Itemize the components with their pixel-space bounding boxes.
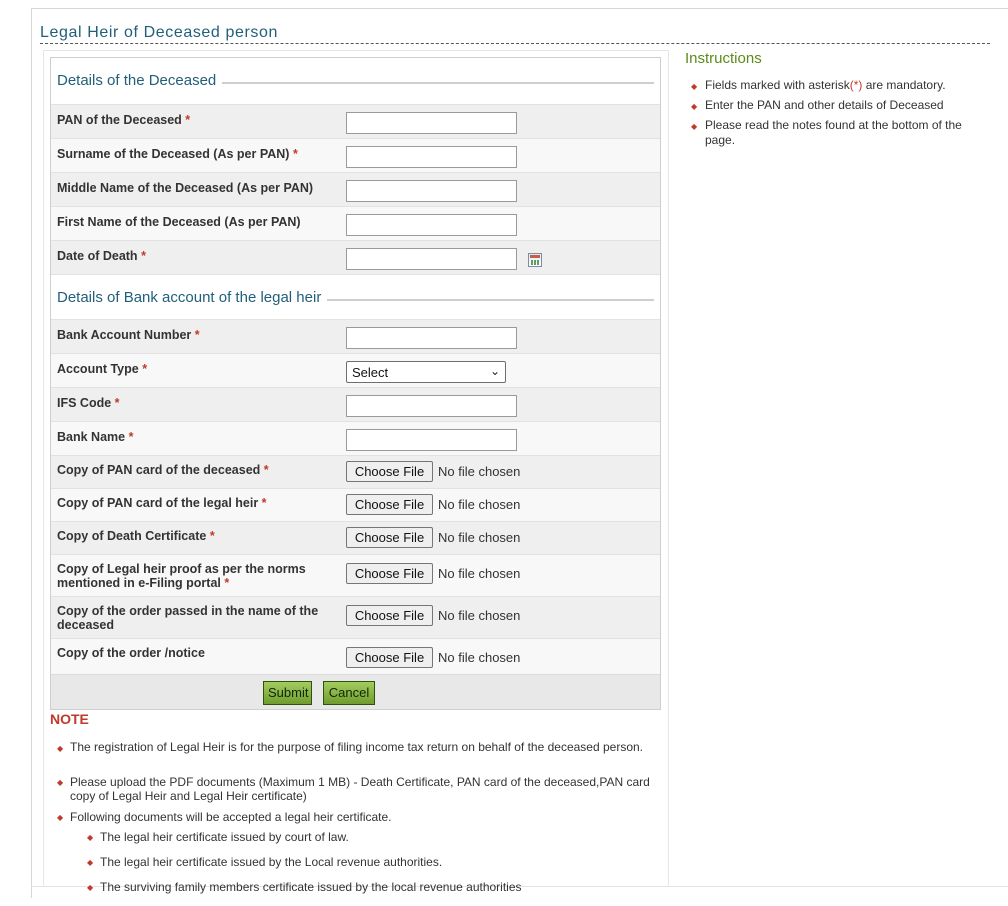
order-in-name-file-status: No file chosen <box>438 608 521 623</box>
pan-label: PAN of the Deceased * <box>57 113 191 127</box>
middle-name-input[interactable] <box>346 180 517 202</box>
death-certificate-label: Copy of Death Certificate * <box>57 529 215 543</box>
first-name-label: First Name of the Deceased (As per PAN) <box>57 215 301 229</box>
bullet-icon: ◆ <box>57 813 64 822</box>
section-bank-title: Details of Bank account of the legal heir <box>57 289 327 306</box>
surname-input[interactable] <box>346 146 517 168</box>
note-sub-item: The legal heir certificate issued by the Local revenue authorities. <box>100 855 443 869</box>
pan-heir-file-status: No file chosen <box>438 497 521 512</box>
ifs-code-input[interactable] <box>346 395 517 417</box>
note-sub-item: The legal heir certificate issued by court of law. <box>100 830 349 844</box>
submit-button[interactable]: Submit <box>263 681 312 705</box>
calendar-icon[interactable] <box>528 253 542 267</box>
row-pan-heir-copy <box>51 488 660 521</box>
cancel-button[interactable]: Cancel <box>323 681 375 705</box>
row-pan <box>51 104 660 138</box>
row-bank-name <box>51 421 660 455</box>
row-death-certificate <box>51 521 660 554</box>
section-bank-header <box>51 274 660 319</box>
row-ifs-code <box>51 387 660 421</box>
pan-input[interactable] <box>346 112 517 134</box>
account-type-label: Account Type * <box>57 362 148 376</box>
row-first-name <box>51 206 660 240</box>
row-bank-account <box>51 319 660 353</box>
ifs-code-label: IFS Code * <box>57 396 120 410</box>
order-notice-label: Copy of the order /notice <box>57 646 205 660</box>
row-middle-name <box>51 172 660 206</box>
bullet-icon: ◆ <box>691 102 698 111</box>
bank-name-input[interactable] <box>346 429 517 451</box>
row-account-type <box>51 353 660 387</box>
note-item: Following documents will be accepted a legal heir certificate. <box>70 810 392 824</box>
legal-heir-form <box>50 57 661 710</box>
page-border-top <box>31 8 1008 9</box>
note-sub-item: The surviving family members certificate issued by the local revenue authorities <box>100 880 522 894</box>
bullet-icon: ◆ <box>87 858 94 867</box>
note-item: Please upload the PDF documents (Maximum 1 MB) - Death Certificate, PAN card of the deceased,PAN card copy of Legal Heir and Legal Heir certificate) <box>70 775 650 803</box>
page-border-left <box>31 8 32 898</box>
order-notice-file-status: No file chosen <box>438 650 521 665</box>
bullet-icon: ◆ <box>691 82 698 91</box>
bank-account-input[interactable] <box>346 327 517 349</box>
instruction-item: Fields marked with asterisk(*) are mandatory. <box>705 78 946 92</box>
note-clip <box>60 878 660 894</box>
instructions-title: Instructions <box>685 50 762 67</box>
surname-label: Surname of the Deceased (As per PAN) * <box>57 147 298 161</box>
bullet-icon: ◆ <box>57 744 64 753</box>
bullet-icon: ◆ <box>57 778 64 787</box>
instruction-item: Please read the notes found at the bottom of the page. <box>705 118 962 147</box>
section-deceased-header <box>51 58 660 104</box>
order-in-name-choose-file-button[interactable]: Choose File <box>346 605 433 626</box>
legal-heir-proof-file-status: No file chosen <box>438 566 521 581</box>
bullet-icon: ◆ <box>87 833 94 842</box>
pan-deceased-choose-file-button[interactable]: Choose File <box>346 461 433 482</box>
row-pan-deceased-copy <box>51 455 660 488</box>
date-of-death-label: Date of Death * <box>57 249 146 263</box>
order-notice-choose-file-button[interactable]: Choose File <box>346 647 433 668</box>
bank-name-label: Bank Name * <box>57 430 134 444</box>
legal-heir-proof-choose-file-button[interactable]: Choose File <box>346 563 433 584</box>
note-item: The registration of Legal Heir is for the purpose of filing income tax return on behalf of the deceased person. <box>70 740 643 754</box>
row-legal-heir-proof <box>51 554 660 596</box>
pan-heir-copy-label: Copy of PAN card of the legal heir * <box>57 496 267 510</box>
row-order-notice <box>51 638 660 674</box>
account-type-select[interactable] <box>346 361 506 383</box>
form-actions <box>51 674 660 709</box>
legal-heir-proof-label: Copy of Legal heir proof as per the norms mentioned in e-Filing portal * <box>57 562 306 590</box>
page-title: Legal Heir of Deceased person <box>40 24 990 44</box>
first-name-input[interactable] <box>346 214 517 236</box>
row-surname <box>51 138 660 172</box>
pan-deceased-file-status: No file chosen <box>438 464 521 479</box>
death-certificate-choose-file-button[interactable]: Choose File <box>346 527 433 548</box>
middle-name-label: Middle Name of the Deceased (As per PAN) <box>57 181 314 195</box>
pan-deceased-copy-label: Copy of PAN card of the deceased * <box>57 463 269 477</box>
row-date-of-death <box>51 240 660 274</box>
bank-account-label: Bank Account Number * <box>57 328 200 342</box>
instruction-item: Enter the PAN and other details of Deceased <box>705 98 944 112</box>
chevron-down-icon: ⌄ <box>489 364 500 378</box>
death-certificate-file-status: No file chosen <box>438 530 521 545</box>
note-title: NOTE <box>50 711 89 727</box>
date-of-death-input[interactable] <box>346 248 517 270</box>
account-type-value: Select <box>352 365 389 380</box>
section-deceased-title: Details of the Deceased <box>57 72 222 89</box>
order-in-name-label: Copy of the order passed in the name of the deceased <box>57 604 319 632</box>
row-order-in-name <box>51 596 660 638</box>
bullet-icon: ◆ <box>691 122 698 131</box>
pan-heir-choose-file-button[interactable]: Choose File <box>346 494 433 515</box>
bullet-icon: ◆ <box>87 883 94 892</box>
